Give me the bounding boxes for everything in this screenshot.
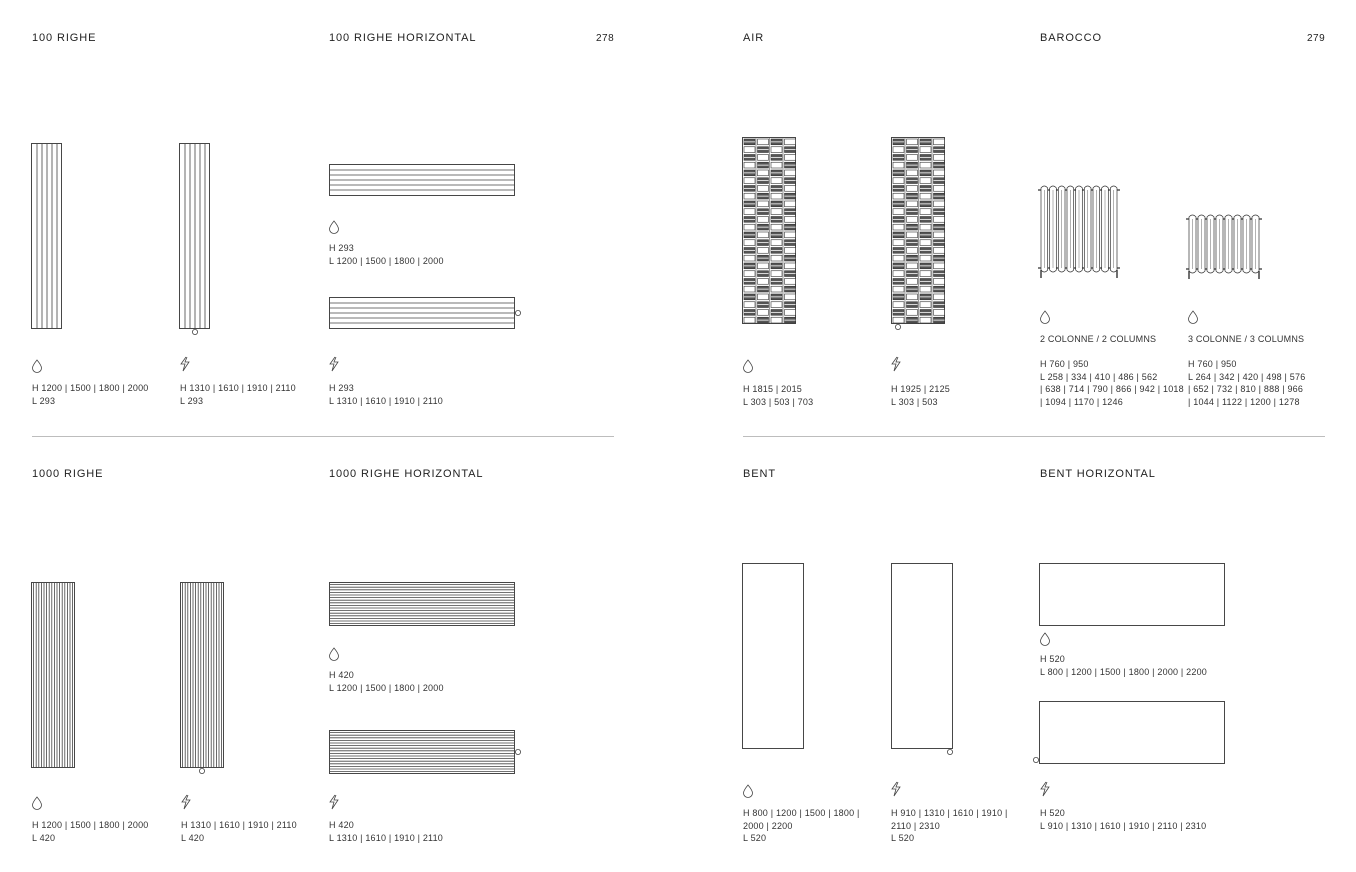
- radiator-air-water-drawing: [742, 137, 798, 327]
- product-title-bent: BENT: [743, 468, 776, 480]
- spec-1000-righe-horizontal-electric: H 420 L 1310 | 1610 | 1910 | 2110: [329, 820, 444, 843]
- radiator-bent-horizontal-water-drawing: [1039, 563, 1227, 628]
- radiator-barocco-3-columns-drawing: [1186, 213, 1266, 285]
- radiator-bent-water-drawing: [742, 563, 806, 751]
- caption-barocco-2-columns: 2 COLONNE / 2 COLUMNS: [1040, 334, 1157, 344]
- water-drop-icon: [1187, 310, 1199, 324]
- spec-bent-horizontal-electric: H 520 L 910 | 1310 | 1610 | 1910 | 2110 | 2310: [1040, 808, 1207, 831]
- spec-barocco-3-columns: H 760 | 950 L 264 | 342 | 420 | 498 | 576 | 652 | 732 | 810 | 888 | 966 | 1044 | 1122 | 1200 | 1278: [1188, 359, 1306, 407]
- spec-barocco-2-columns: H 760 | 950 L 258 | 334 | 410 | 486 | 562 | 638 | 714 | 790 | 866 | 942 | 1018 | 1094 | 1170 | 1246: [1040, 359, 1184, 407]
- lightning-icon: [890, 356, 902, 372]
- page-number-left: 278: [596, 33, 615, 44]
- product-title-bent-horizontal: BENT HORIZONTAL: [1040, 468, 1156, 480]
- product-title-1000-righe: 1000 RIGHE: [32, 468, 104, 480]
- electric-connector: [947, 749, 952, 754]
- lightning-icon: [179, 356, 191, 372]
- spec-1000-righe-horizontal-water: H 420 L 1200 | 1500 | 1800 | 2000: [329, 670, 444, 693]
- spec-1000-righe-water: H 1200 | 1500 | 1800 | 2000 L 420: [32, 820, 149, 843]
- water-drop-icon: [742, 784, 754, 798]
- water-drop-icon: [328, 647, 340, 661]
- water-drop-icon: [328, 220, 340, 234]
- radiator-100-righe-electric-drawing: [179, 143, 213, 337]
- radiator-barocco-2-columns-drawing: [1038, 184, 1124, 284]
- radiator-air-electric-drawing: [891, 137, 947, 333]
- radiator-1000-righe-horizontal-electric-drawing: [329, 730, 525, 776]
- section-divider: [743, 436, 1325, 437]
- water-drop-icon: [31, 796, 43, 810]
- radiator-100-righe-horizontal-electric-drawing: [329, 297, 525, 331]
- water-drop-icon: [31, 359, 43, 373]
- spec-bent-water: H 800 | 1200 | 1500 | 1800 | 2000 | 2200 L 520: [743, 808, 860, 843]
- lightning-icon: [890, 781, 902, 797]
- electric-connector: [199, 768, 204, 773]
- lightning-icon: [1039, 781, 1051, 797]
- electric-connector: [192, 329, 197, 334]
- spec-bent-electric: H 910 | 1310 | 1610 | 1910 | 2110 | 2310 L 520: [891, 808, 1008, 843]
- water-drop-icon: [742, 359, 754, 373]
- radiator-100-righe-horizontal-water-drawing: [329, 164, 517, 197]
- electric-connector: [1033, 757, 1038, 762]
- product-title-barocco: BAROCCO: [1040, 32, 1102, 44]
- caption-barocco-3-columns: 3 COLONNE / 3 COLUMNS: [1188, 334, 1305, 344]
- radiator-1000-righe-horizontal-water-drawing: [329, 582, 517, 628]
- product-title-1000-righe-horizontal: 1000 RIGHE HORIZONTAL: [329, 468, 484, 480]
- spec-air-electric: H 1925 | 2125 L 303 | 503: [891, 384, 950, 407]
- radiator-100-righe-water-drawing: [31, 143, 63, 331]
- spec-air-water: H 1815 | 2015 L 303 | 503 | 703: [743, 384, 814, 407]
- water-drop-icon: [1039, 310, 1051, 324]
- lightning-icon: [328, 356, 340, 372]
- spec-1000-righe-electric: H 1310 | 1610 | 1910 | 2110 L 420: [181, 820, 297, 843]
- spec-bent-horizontal-water: H 520 L 800 | 1200 | 1500 | 1800 | 2000 | 2200: [1040, 654, 1207, 677]
- radiator-1000-righe-electric-drawing: [180, 582, 226, 776]
- radiator-bent-electric-drawing: [891, 563, 957, 759]
- product-title-air: AIR: [743, 32, 765, 44]
- product-title-100-righe: 100 RIGHE: [32, 32, 97, 44]
- electric-connector: [895, 324, 900, 329]
- spec-100-righe-electric: H 1310 | 1610 | 1910 | 2110 L 293: [180, 383, 296, 406]
- spec-100-righe-horizontal-electric: H 293 L 1310 | 1610 | 1910 | 2110: [329, 383, 444, 406]
- water-drop-icon: [1039, 632, 1051, 646]
- electric-connector: [515, 310, 520, 315]
- page-number-right: 279: [1307, 33, 1326, 44]
- electric-connector: [515, 749, 520, 754]
- product-title-100-righe-horizontal: 100 RIGHE HORIZONTAL: [329, 32, 477, 44]
- spec-100-righe-water: H 1200 | 1500 | 1800 | 2000 L 293: [32, 383, 149, 406]
- radiator-1000-righe-water-drawing: [31, 582, 77, 770]
- lightning-icon: [328, 794, 340, 810]
- lightning-icon: [180, 794, 192, 810]
- spec-100-righe-horizontal-water: H 293 L 1200 | 1500 | 1800 | 2000: [329, 243, 444, 266]
- radiator-bent-horizontal-electric-drawing: [1031, 701, 1227, 766]
- section-divider: [32, 436, 614, 437]
